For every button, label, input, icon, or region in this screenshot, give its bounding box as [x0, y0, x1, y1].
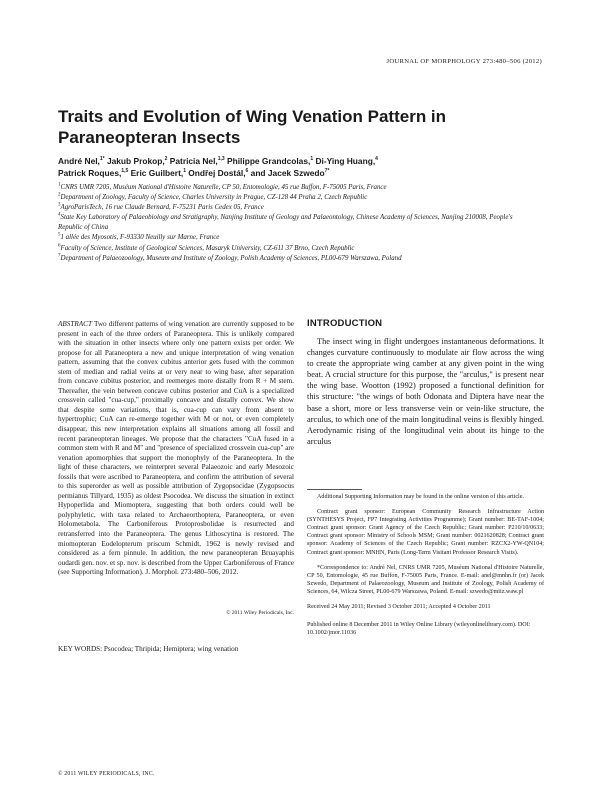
affiliation [58, 183, 538, 193]
keywords-label: KEY WORDS: [58, 645, 103, 653]
affiliation-text: 1 allée des Myosotis, F-93330 Neuilly sur Marne, France [60, 234, 220, 242]
journal-header: JOURNAL OF MORPHOLOGY 273:480–506 (2012) [386, 58, 542, 65]
abstract-copyright: © 2011 Wiley Periodicals, Inc. [226, 610, 294, 616]
affiliation [58, 213, 538, 233]
correspondence-note: *Correspondence to: André Nel, CNRS UMR 7205, Muséum National d'Histoire Naturelle, CP 50, Entomologie, 45 rue Buffon, F-75005 Paris, France. E-mail: anel@mnhn.fr (or) Jacek Szwedo, Department of Palaeozoology, Museum and Institute of Zoology, Polish Academy of Sciences, 64, Wilcza Street, PL00-679 Warszawa, Poland. E-mail: szwedo@miiz.waw.pl [307, 564, 544, 595]
received-dates: Received 24 May 2011; Revised 3 October 2011; Accepted 4 October 2011 [307, 604, 491, 611]
affiliation-number: 7 [58, 253, 61, 259]
author-name: André Nel, [58, 156, 100, 166]
page-footer-copyright: © 2011 WILEY PERIODICALS, INC. [58, 771, 155, 777]
author-affiliation-mark: 7* [324, 168, 330, 175]
affiliation-text: Department of Palaeozoology, Museum and Institute of Zoology, Polish Academy of Sciences, PL00-679 Warszawa, Poland [60, 254, 402, 262]
keywords-text: Psocodea; Thripida; Hemiptera; wing venation [103, 645, 239, 653]
author-name: Patricia Nel, [169, 156, 218, 166]
supporting-info-note: Additional Supporting Information may be found in the online version of this article. [317, 494, 524, 500]
author-name: Jakub Prokop, [106, 156, 165, 166]
publication-info: Published online 8 December 2011 in Wiley Online Library (wileyonlinelibrary.com). DOI: 10.1002/jmor.11036 [307, 622, 531, 637]
affiliation [58, 193, 538, 203]
abstract-label: ABSTRACT [58, 320, 92, 328]
affiliation [58, 233, 538, 243]
author-list [58, 155, 538, 179]
author-name: Patrick Roques, [58, 168, 122, 178]
affiliation [58, 244, 538, 254]
affiliation-number: 6 [58, 243, 61, 249]
author-affiliation-mark: 1,5 [121, 168, 129, 175]
affiliation-number: 3 [58, 202, 61, 208]
affiliation-number: 5 [58, 233, 61, 239]
footnotes [307, 493, 544, 637]
affiliations [58, 183, 538, 264]
affiliation-text: AgroParisTech, 16 rue Claude Bernard, F-75231 Paris Cedex 05, France [60, 204, 264, 212]
author-name: Eric Guilbert, [130, 168, 184, 178]
author-name: Philippe Grandcolas, [227, 156, 311, 166]
author-affiliation-mark: 4 [375, 156, 378, 163]
author-affiliation-mark: 1,3 [217, 156, 225, 163]
author-name: Ondřej Dostál, [188, 168, 246, 178]
affiliation-text: State Key Laboratory of Palaeobiology and Stratigraphy, Nanjing Institute of Geology and Palaeontology, Chinese Academy of Sciences, Nanjing 210008, People's Republic of China [58, 214, 513, 232]
affiliation-text: Faculty of Science, Institute of Geological Sciences, Masaryk University, CZ-611 37 Brno, Czech Republic [60, 244, 355, 252]
affiliation-number: 4 [58, 212, 61, 218]
affiliation [58, 203, 538, 213]
footnote-divider [307, 489, 362, 490]
affiliation-text: CNRS UMR 7205, Muséum National d'Histoire Naturelle, CP 50, Entomologie, 45 rue Buffon, F-75005 Paris, France [60, 184, 387, 191]
author-name: Di-Ying Huang, [315, 156, 376, 166]
affiliation [58, 254, 538, 264]
article-title: Traits and Evolution of Wing Venation Pattern in Paraneopteran Insects [58, 107, 447, 147]
affiliation-number: 2 [58, 192, 61, 198]
author-affiliation-mark: 2 [164, 156, 168, 163]
author-affiliation-mark: 6 [245, 168, 249, 175]
abstract [58, 320, 294, 578]
section-heading-introduction: INTRODUCTION [307, 318, 383, 329]
author-affiliation-mark: 1* [99, 156, 105, 163]
affiliation-number: 1 [58, 182, 61, 188]
author-affiliation-mark: 1 [310, 156, 314, 163]
grant-sponsors-note: Contract grant sponsor: European Community Research Infrastructure Action (SYNTHESYS Project, FP7 Integrating Activities Programme); Grant number: BE-TAF-1004; Contract grant sponsor: Grant Agency of the Czech Republic; Grant number: P210/10/0633; Contract grant sponsor: Ministry of Schools MSM; Grant number: 0021620828; Contract grant sponsor: Academy of Sciences of the Czech Republic; Grant number: RZCX2-YW-QN104; Contract grant sponsor: MNHN, Paris (Long-Term Visitant Professor Research Visits). [307, 509, 544, 556]
affiliation-text: Department of Zoology, Faculty of Science, Charles University in Prague, CZ-128 44 Praha 2, Czech Republic [60, 194, 368, 202]
abstract-text: Two different patterns of wing venation are currently supposed to be present in each of the three orders of Paraneoptera. This is unlikely compared with the situation in other insects where only one pattern exists per order. We propose for all Paraneoptera a new and unique interpretation of wing venation pattern, assuming that the convex cubitus anterior gets fused with the common stem of median and radial veins at or very near to wing base, after separation from concave cubitus posterior, and reemerges more distally from R + M stem. Thereafter, the vein between concave cubitus posterior and CuA is a specialized crossvein called "cua-cup," proximally concave and distally convex. We show that despite some variations, that is, cua-cup can vary from absent to hypertrophic; CuA can re-emerge together with M or not, or even completely disappear, this new interpretation explains all situations among all fossil and recent paraneopteran lineages. We propose that the characters "CuA fused in a common stem with R and M" and "presence of specialized crossvein cua-cup" are venation apomorphies that support the monophyly of the Paraneoptera. In the light of these characters, we reinterpret several Palaeozoic and early Mesozoic fossils that were ascribed to Paraneoptera, and confirm the attribution of several to this superorder as well as possible attribution of Zygopsocidae (Zygopsocus permianus Tillyard, 1935) as oldest Psocodea. We discuss the situation in extinct Hypoperlida and Miomoptera, suggesting that both orders could well be polyphyletic, with taxa related to Archaeorthoptera, Paraneoptera, or even Holometabola. The Carboniferous Protoprosbolidae is resurrected and retransferred into the Paraneoptera. The genus Lithoscytina is restored. The miomopteran Eodelopterum priscum Schmidt, 1962 is newly revised and considered as a fern pinnule. In addition, the new paraneopteran Bruayaphis oudardi gen. nov. et sp. nov. is described from the Upper Carboniferous of France (see Supporting Information). J. Morphol. 273:480–506, 2012. [58, 320, 294, 577]
introduction-paragraph: The insect wing in flight undergoes instantaneous deformations. It changes curvature continuously to modulate air flow across the wing to create the appropriate wing camber at any given point in the wing beat. A crucial structure for this purpose, the "arculus," is present near the wing base. Wootton (1992) proposed a functional definition for this structure: "the wings of both Odonata and Diptera have near the base a short, more or less transverse vein or vein-like structure, the arculus, to which one of the main longitudinal veins is flexibly hinged. Aerodynamic rising of the longitudinal vein about its hinge to the arculus [307, 337, 545, 446]
keywords [58, 645, 294, 655]
author-affiliation-mark: 1 [183, 168, 186, 175]
author-name: and Jacek Szwedo [250, 168, 325, 178]
